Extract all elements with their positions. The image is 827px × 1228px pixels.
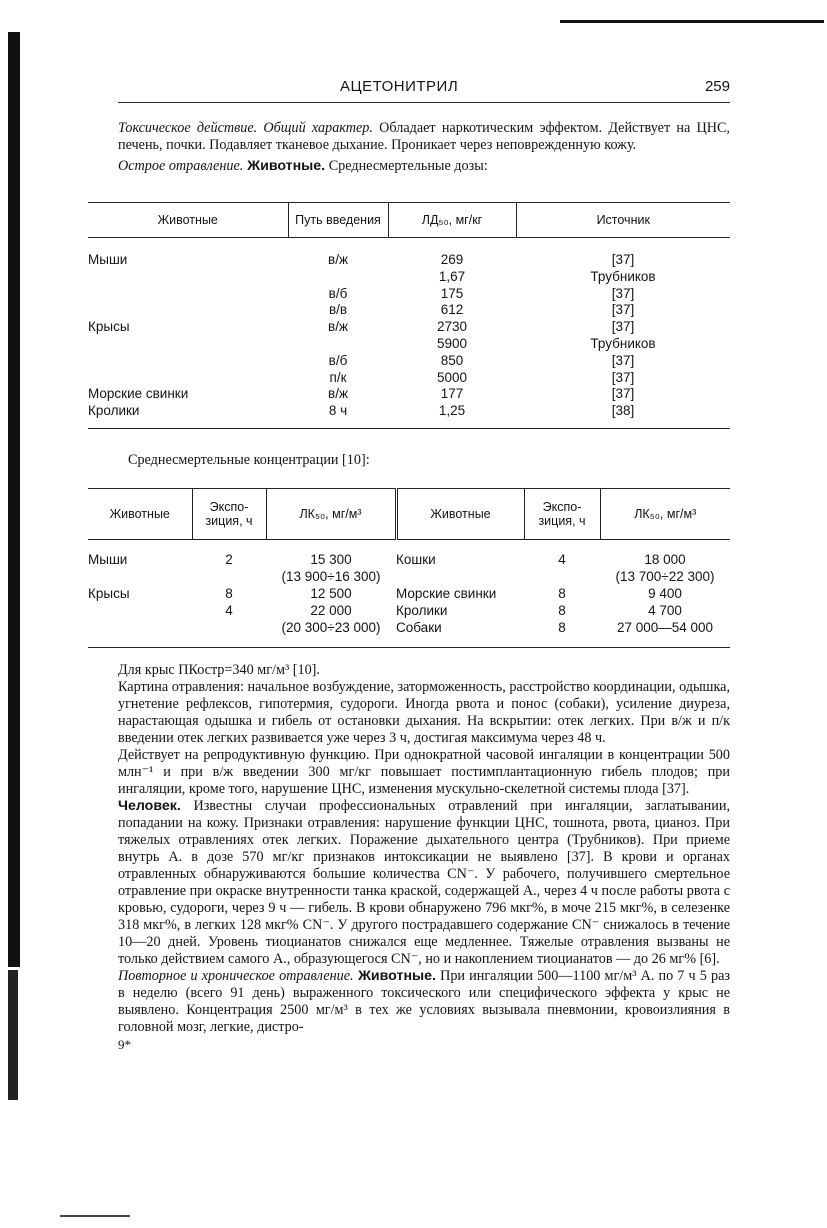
table-cell: 15 300	[310, 552, 352, 567]
table-row	[88, 252, 730, 269]
table-cell: 5900	[436, 335, 468, 351]
acute-text: Среднесмертельные дозы:	[325, 158, 488, 174]
table-cell: Мыши	[88, 552, 128, 567]
table-cell: [37]	[611, 319, 635, 335]
toxic-action-paragraph	[118, 120, 730, 154]
table-cell: [37]	[611, 386, 635, 402]
table-cell	[88, 269, 288, 286]
table-cell: [37]	[611, 352, 635, 368]
scan-bottom-line	[60, 1215, 130, 1217]
table-cell: 8	[558, 603, 566, 618]
table-cell	[288, 269, 388, 286]
table1-header-row	[88, 203, 730, 238]
table-cell: 269	[440, 252, 464, 267]
table-cell: Крысы	[88, 319, 130, 335]
table-row	[88, 386, 730, 403]
table1-header: ЛД₅₀, мг/кг	[388, 203, 516, 238]
running-title: АЦЕТОНИТРИЛ	[340, 78, 459, 95]
acute-paragraph	[118, 158, 730, 175]
table-cell: 8	[225, 586, 233, 601]
paragraph-chronic	[118, 968, 730, 1036]
table-row	[88, 620, 730, 648]
table-row	[88, 552, 730, 569]
table-cell: 2	[225, 552, 233, 567]
signature-mark: 9*	[118, 1037, 131, 1052]
table-cell: (13 700÷22 300)	[615, 569, 715, 584]
table-cell: Собаки	[396, 620, 524, 648]
table-cell: Кролики	[88, 403, 288, 428]
table-cell: Мыши	[88, 252, 128, 267]
human-text: Известны случаи профессиональных отравлений при ингаляции, заглатывании, попадании на кожу. Признаки отравления: нарушение функции ЦНС, тошнота, рвота, цианоз. При тяжелых отравлениях отек легких. Поражение дыхательного центра (Трубников). При приеме внутрь А. в дозе 570 мг/кг признаков интоксикации не выявлено [37]. В крови и органах отравленных обнаруживаются большие количества CN⁻. У рабочего, получившего смертельное отравление при окраске внутренности танка краской, содержащей А., через 4 ч после работы рвота с кровью, судороги, через 9 ч — гибель. В крови обнаружено 796 мкг%, в моче 215 мкг%, в селезенке 318 мкг%, в легких 128 мкг% CN⁻. У другого пострадавшего содержание CN⁻ снижалось в течение 10—20 дней. Уровень тиоцианатов снижался еще медленнее. Тяжелые отравления вызваны не только действием самого А., образующегося CN⁻, но и накоплением тиоцианатов — до 26 мг% [6].	[118, 798, 730, 967]
table-cell: 4 700	[648, 603, 682, 618]
table2-header: ЛК₅₀, мг/м³	[600, 489, 730, 540]
body-text	[118, 662, 730, 1053]
table-cell: [37]	[611, 252, 635, 267]
acute-bold: Животные.	[243, 158, 326, 174]
table1-header: Источник	[516, 203, 730, 238]
table-cell: Морские свинки	[88, 386, 189, 402]
page-number: 259	[704, 78, 730, 95]
table2-header: ЛК₅₀, мг/м³	[266, 489, 396, 540]
table-cell: 22 000	[310, 603, 352, 618]
table2-header: Экспо-зиция, ч	[192, 489, 266, 540]
toxic-lead: Токсическое действие. Общий характер.	[118, 120, 373, 136]
table-row	[88, 586, 730, 603]
table2-header: Экспо-зиция, ч	[524, 489, 600, 540]
table-cell	[88, 603, 192, 620]
paragraph-pk: Для крыс ПКостр=340 мг/м³ [10].	[118, 662, 320, 678]
table-cell: 18 000	[644, 552, 686, 567]
table-cell: 12 500	[310, 586, 352, 601]
table-row	[88, 319, 730, 336]
table-cell: Трубников	[590, 335, 656, 351]
table-cell: Морские свинки	[396, 586, 497, 601]
page	[88, 72, 730, 1052]
chronic-text: При ингаляции 500—1100 мг/м³ А. по 7 ч 5 раз в неделю (всего 91 день) выраженного токсического или специфического эффекта у крыс не выявлено. Концентрация 2500 мг/м³ в тех же условиях вызывала пневмонии, кровоизлияния в головной мозг, легкие, дистро-	[118, 968, 730, 1035]
table-cell: 1,25	[388, 403, 516, 428]
table-cell: 175	[440, 285, 464, 301]
table-cell: 27 000—54 000	[600, 620, 730, 648]
table-cell: 8	[524, 620, 600, 648]
table2-header-row	[88, 489, 730, 540]
table-cell	[88, 370, 288, 387]
table-cell: 2730	[436, 319, 468, 335]
table-row	[88, 603, 730, 620]
table-cell: Кошки	[396, 552, 436, 567]
table-cell: Кролики	[396, 603, 448, 618]
table-cell	[88, 286, 288, 303]
table-row	[88, 353, 730, 370]
table-cell: [37]	[611, 369, 635, 385]
table-cell	[88, 336, 288, 353]
table-row	[88, 286, 730, 303]
table-cell: 4	[225, 603, 233, 618]
table-cell: Трубников	[590, 268, 656, 284]
scan-top-line	[560, 20, 824, 23]
table-cell: [37]	[611, 285, 635, 301]
table-cell	[88, 353, 288, 370]
concentration-caption: Среднесмертельные концентрации [10]:	[128, 452, 370, 468]
table-cell: в/ж	[328, 319, 348, 335]
table-cell: 850	[440, 352, 464, 368]
table-row	[88, 336, 730, 353]
lethal-concentration-table	[88, 488, 730, 648]
table-cell: [37]	[611, 302, 635, 318]
table-cell: 4	[558, 552, 566, 567]
chronic-lead: Повторное и хроническое отравление.	[118, 968, 354, 984]
table-cell: 1,67	[438, 268, 466, 284]
table1-header: Путь введения	[288, 203, 388, 238]
table-cell	[192, 620, 266, 648]
table-cell: (20 300÷23 000)	[266, 620, 396, 648]
table-cell: 177	[440, 386, 464, 402]
table-cell	[192, 569, 266, 586]
chronic-bold: Животные.	[353, 968, 436, 984]
table-cell	[88, 620, 192, 648]
table-row	[88, 269, 730, 286]
running-header	[118, 72, 730, 103]
table-cell	[88, 302, 288, 319]
table-cell: в/ж	[328, 386, 348, 402]
paragraph-human	[118, 798, 730, 968]
table-cell: Крысы	[88, 586, 130, 601]
table-cell	[396, 569, 524, 586]
table-cell: 8 ч	[288, 403, 388, 428]
table-cell: в/в	[328, 302, 348, 318]
paragraph-reproductive: Действует на репродуктивную функцию. При однократной часовой ингаляции в концентрации 500 млн⁻¹ и при в/ж введении 300 мг/кг повышает постимплантационную гибель плодов; при ингаляции, кроме того, нарушение ЦНС, изменения мускульно-скелетной системы плода [37].	[118, 747, 730, 797]
table-row	[88, 302, 730, 319]
scan-edge-shadow-lower	[8, 970, 18, 1100]
table-row	[88, 403, 730, 428]
table-cell: 9 400	[648, 586, 682, 601]
table-cell: [38]	[516, 403, 730, 428]
table-cell: (13 900÷16 300)	[281, 569, 381, 584]
table-cell	[88, 569, 192, 586]
table-cell: в/ж	[328, 252, 348, 267]
scan-edge-shadow	[8, 32, 20, 967]
intro-block	[118, 120, 730, 175]
table2-header: Животные	[88, 489, 192, 540]
acute-lead: Острое отравление.	[118, 158, 244, 174]
table-cell: в/б	[328, 285, 348, 301]
table-row	[88, 569, 730, 586]
table-cell: 612	[440, 302, 464, 318]
table-cell: п/к	[329, 369, 347, 385]
table-cell	[524, 569, 600, 586]
toxic-text: Обладает наркотическим эффектом. Действует на ЦНС, печень, почки. Подавляет тканевое дыхание. Проникает через неповрежденную кожу.	[118, 120, 730, 153]
table-cell: 5000	[436, 369, 468, 385]
table2-header: Животные	[396, 489, 524, 540]
table-row	[88, 370, 730, 387]
paragraph-poisoning-picture: Картина отравления: начальное возбуждение, заторможенность, расстройство координации, одышка, угнетение рефлексов, гипотермия, судороги. Иногда рвота и понос (собаки), усиление диуреза, нарастающая одышка и гибель от остановки дыхания. На вскрытии: отек легких. При в/ж и п/к введении отек легких развивается уже через 3 ч, достигая максимума через 48 ч.	[118, 679, 730, 746]
human-lead: Человек.	[118, 798, 181, 814]
table-cell	[288, 336, 388, 353]
table-cell: 8	[558, 586, 566, 601]
lethal-dose-table	[88, 202, 730, 429]
table1-header: Животные	[88, 203, 288, 238]
table-cell: в/б	[328, 352, 348, 368]
